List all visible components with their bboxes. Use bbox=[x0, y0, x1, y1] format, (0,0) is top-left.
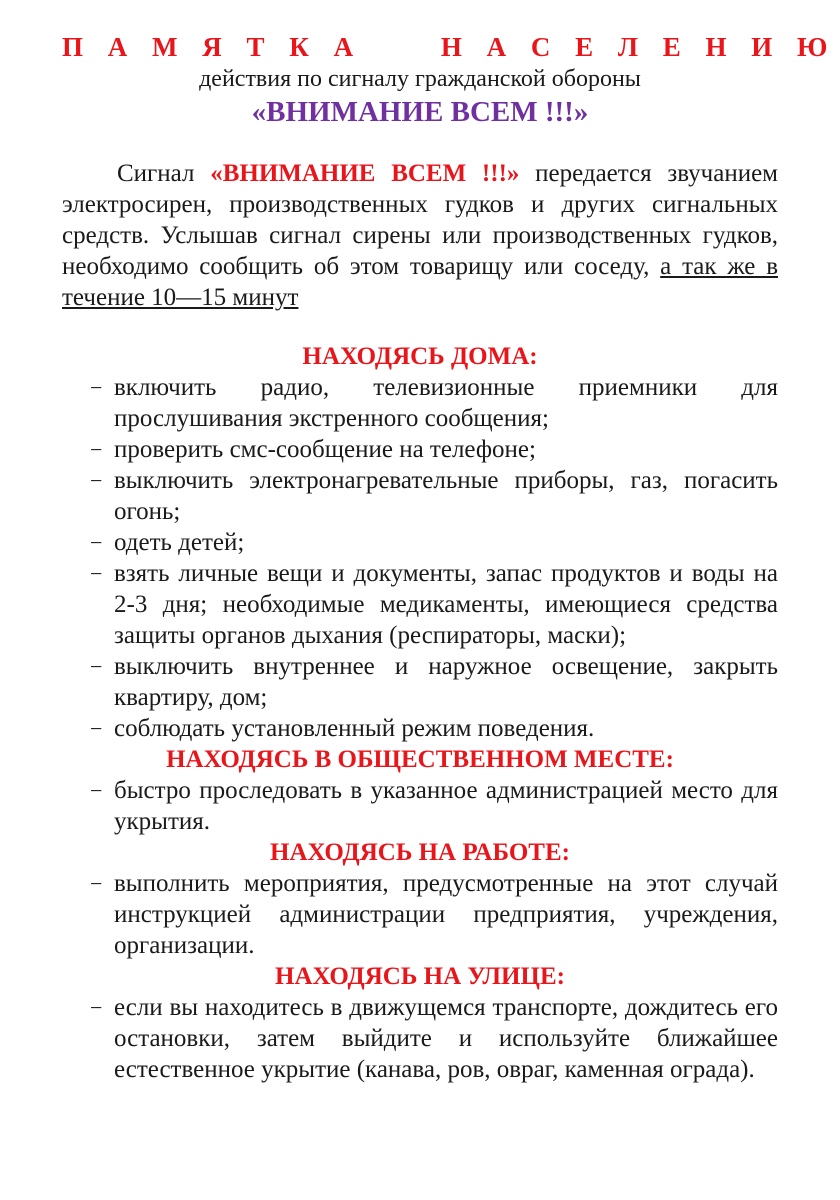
dash-bullet: − bbox=[90, 716, 103, 741]
section-heading-work: НАХОДЯСЬ НА РАБОТЕ: bbox=[270, 839, 570, 866]
list-item bbox=[62, 713, 778, 744]
intro-paragraph bbox=[62, 158, 778, 313]
memo-subtitle: действия по сигналу гражданской обороны bbox=[199, 66, 641, 92]
intro-body: передается звучанием электросирен, производственных гудков и других сигнальных средств. Услышав сигнал сирены или производственных гудков, необходимо сообщить об этом товарищу или соседу, bbox=[62, 160, 778, 280]
list-item bbox=[62, 465, 778, 527]
public-place-actions-list bbox=[62, 775, 778, 837]
list-item-text: если вы находитесь в движущемся транспорте, дождитесь его остановки, затем выйдите и используйте ближайшее естественное укрытие (канава, ров, овраг, каменная ограда). bbox=[114, 994, 778, 1083]
list-item-text: выключить электронагревательные приборы, газ, погасить огонь; bbox=[114, 467, 778, 525]
dash-bullet: − bbox=[90, 995, 103, 1020]
dash-bullet: − bbox=[90, 530, 103, 555]
list-item-text: включить радио, телевизионные приемники для прослушивания экстренного сообщения; bbox=[114, 374, 778, 432]
list-item-text: соблюдать установленный режим поведения. bbox=[114, 715, 595, 742]
street-actions-list bbox=[62, 992, 778, 1085]
work-actions-list bbox=[62, 868, 778, 961]
dash-bullet: − bbox=[90, 654, 103, 679]
list-item bbox=[62, 868, 778, 961]
list-item-text: выключить внутреннее и наружное освещение, закрыть квартиру, дом; bbox=[114, 653, 778, 711]
list-item bbox=[62, 992, 778, 1085]
list-item bbox=[62, 558, 778, 651]
dash-bullet: − bbox=[90, 437, 103, 462]
list-item bbox=[62, 775, 778, 837]
dash-bullet: − bbox=[90, 375, 103, 400]
home-actions-list bbox=[62, 372, 778, 744]
list-item-text: одеть детей; bbox=[114, 529, 245, 556]
list-item bbox=[62, 372, 778, 434]
intro-underlined: а так же в течение 10—15 минут bbox=[62, 253, 778, 311]
dash-bullet: − bbox=[90, 778, 103, 803]
section-heading-home: НАХОДЯСЬ ДОМА: bbox=[302, 343, 538, 370]
dash-bullet: − bbox=[90, 871, 103, 896]
dash-bullet: − bbox=[90, 561, 103, 586]
intro-lead: Сигнал bbox=[117, 160, 195, 187]
list-item bbox=[62, 651, 778, 713]
list-item bbox=[62, 527, 778, 558]
list-item-text: проверить смс-сообщение на телефоне; bbox=[114, 436, 536, 463]
dash-bullet: − bbox=[90, 468, 103, 493]
list-item-text: быстро проследовать в указанное администрацией место для укрытия. bbox=[114, 777, 778, 835]
intro-signal: «ВНИМАНИЕ ВСЕМ !!!» bbox=[210, 160, 520, 187]
signal-title: «ВНИМАНИЕ ВСЕМ !!!» bbox=[251, 96, 589, 128]
section-heading-public-place: НАХОДЯСЬ В ОБЩЕСТВЕННОМ МЕСТЕ: bbox=[166, 746, 674, 773]
list-item-text: взять личные вещи и документы, запас продуктов и воды на 2-3 дня; необходимые медикаменты, имеющиеся средства защиты органов дыхания (респираторы, маски); bbox=[114, 560, 778, 649]
memo-title: П А М Я Т К А Н А С Е Л Е Н И Ю bbox=[62, 32, 837, 62]
list-item bbox=[62, 434, 778, 465]
section-heading-street: НАХОДЯСЬ НА УЛИЦЕ: bbox=[275, 963, 565, 990]
list-item-text: выполнить мероприятия, предусмотренные на этот случай инструкцией администрации предприятия, учреждения, организации. bbox=[114, 870, 778, 959]
